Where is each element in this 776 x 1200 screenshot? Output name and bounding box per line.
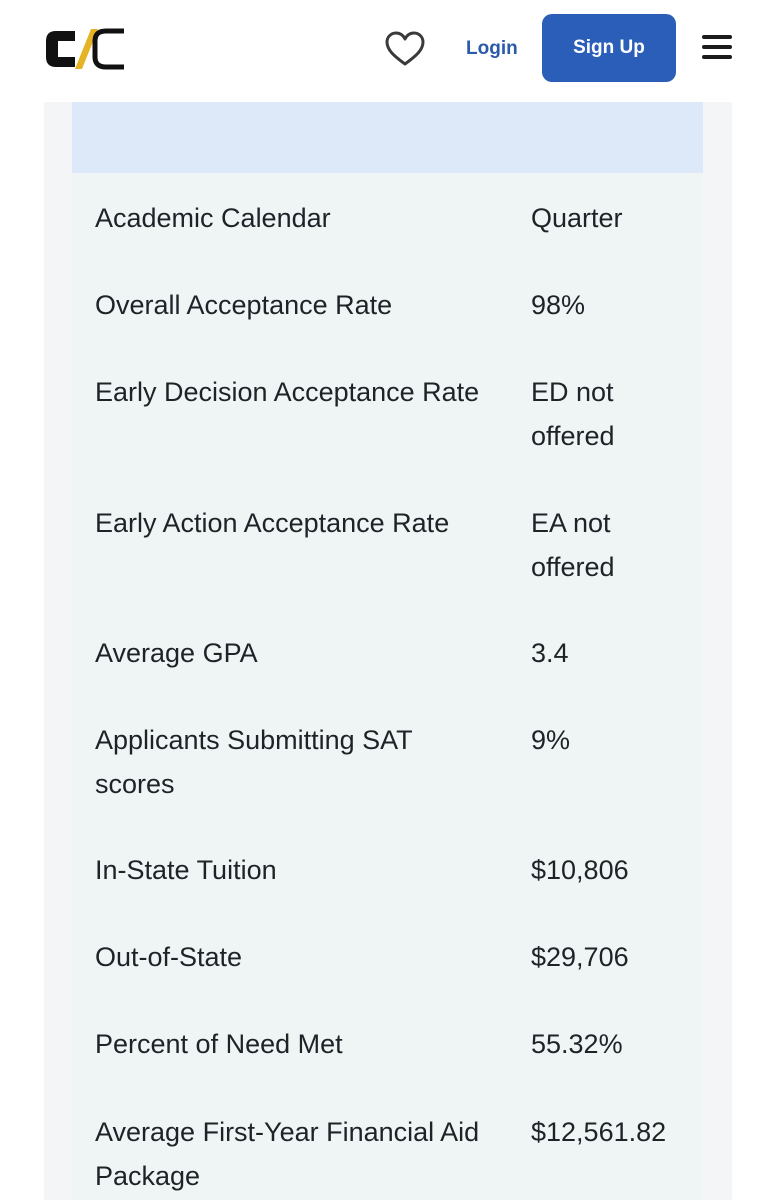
stat-label: In-State Tuition xyxy=(95,855,277,885)
stat-label: Academic Calendar xyxy=(95,203,331,233)
page-gutter-right xyxy=(732,0,776,1200)
signup-button[interactable]: Sign Up xyxy=(542,14,676,82)
stat-value: Quarter xyxy=(531,203,623,233)
card-edge-left xyxy=(44,0,72,1200)
stat-value: 9% xyxy=(531,725,571,755)
menu-bar-bottom xyxy=(702,55,732,59)
stat-value: $10,806 xyxy=(531,855,629,885)
stat-value: $29,706 xyxy=(531,942,629,972)
logo-icon xyxy=(42,25,128,73)
stat-label: Overall Acceptance Rate xyxy=(95,290,393,320)
stat-label: Applicants Submitting SAT scores xyxy=(95,725,413,799)
stat-value: $12,561.82 xyxy=(531,1117,667,1147)
stats-card xyxy=(72,0,703,1200)
stat-value: 98% xyxy=(531,290,586,320)
site-header xyxy=(0,0,776,102)
stat-value: 55.32% xyxy=(531,1029,623,1059)
favorite-button[interactable] xyxy=(384,30,426,68)
login-link[interactable]: Login xyxy=(466,38,518,59)
card-edge-right xyxy=(703,0,732,1200)
logo-link[interactable] xyxy=(42,25,128,73)
stat-label: Percent of Need Met xyxy=(95,1029,343,1059)
stat-label: Out-of-State xyxy=(95,942,243,972)
heart-icon xyxy=(384,30,426,68)
stat-value: ED not offered xyxy=(531,377,615,451)
stat-label: Early Decision Acceptance Rate xyxy=(95,377,480,407)
hamburger-menu-icon[interactable] xyxy=(702,34,734,62)
menu-bar-top xyxy=(702,35,732,39)
menu-bar-middle xyxy=(702,45,732,49)
stat-value: 3.4 xyxy=(531,638,569,668)
stat-label: Early Action Acceptance Rate xyxy=(95,508,450,538)
stat-label: Average First-Year Financial Aid Package xyxy=(95,1117,480,1191)
page-gutter-left xyxy=(0,0,44,1200)
section-header xyxy=(72,102,703,173)
stat-label: Average GPA xyxy=(95,638,258,668)
stat-value: EA not offered xyxy=(531,508,615,582)
